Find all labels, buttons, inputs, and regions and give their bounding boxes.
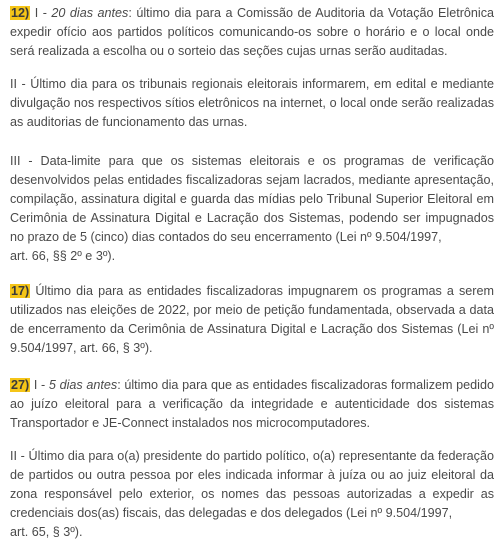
- item-prefix: I -: [30, 378, 49, 392]
- item-text: Último dia para as entidades fiscalizadoras impugnarem os programas a serem utilizados nas eleições de 2022, por meio de petição fundamentada, observada a data de encerramento da Cerimônia de Assinatura Digital e Lacração dos Sistemas (Lei nº 9.504/1997, art. 66, § 3º).: [10, 284, 494, 355]
- deadline-italic: 20 dias antes: [51, 6, 129, 20]
- item-text: : último dia para a Comissão de Auditoria da Votação Eletrônica expedir ofício aos partidos políticos comunicando-os sobre o horário e o local onde será realizada a escolha ou o sorteio das seções cujas urnas serão auditadas.: [10, 6, 494, 58]
- item-prefix: I -: [34, 6, 52, 20]
- section-27-item-1: [10, 376, 494, 433]
- date-badge-17: 17): [11, 284, 30, 298]
- section-12-item-2: [10, 75, 494, 132]
- date-badge-27: 27): [11, 378, 30, 392]
- section-17-item-1: [10, 282, 494, 358]
- section-12-item-3: [10, 152, 494, 266]
- section-27-item-2: [10, 447, 494, 542]
- item-text-tail: art. 65, § 3º).: [10, 525, 83, 539]
- item-text: II - Último dia para o(a) presidente do partido político, o(a) representante da federação de partidos ou outra pessoa por eles indicada informar à juíza ou ao juiz eleitoral da zona responsável pelo exterior, os nomes das pessoas autorizadas a expedir as credenciais dos(as) fiscais, das delegadas e dos delegados (Lei nº 9.504/1997,: [10, 449, 494, 520]
- item-text: III - Data-limite para que os sistemas eleitorais e os programas de verificação desenvolvidos pelas entidades fiscalizadoras sejam lacrados, mediante apresentação, compilação, assinatura digital e guarda das mídias pelo Tribunal Superior Eleitoral em Cerimônia de Assinatura Digital e Lacração dos Sistemas, podendo ser impugnados no prazo de 5 (cinco) dias contados do seu encerramento (Lei nº 9.504/1997,: [10, 154, 494, 244]
- date-badge-12: 12): [11, 6, 30, 20]
- item-text-tail: art. 66, §§ 2º e 3º).: [10, 249, 116, 263]
- item-text: : último dia para que as entidades fiscalizadoras formalizem pedido ao juízo eleitoral para a verificação da integridade e autenticidade dos sistemas Transportador e JE-Connect instalados nos microcomputadores.: [10, 378, 494, 430]
- item-text: II - Último dia para os tribunais regionais eleitorais informarem, em edital e mediante divulgação nos respectivos sítios eletrônicos na internet, o local onde serão realizadas as auditorias de funcionamento das urnas.: [10, 77, 494, 129]
- document-body: [10, 4, 494, 542]
- deadline-italic: 5 dias antes: [48, 378, 118, 392]
- section-12-item-1: [10, 4, 494, 61]
